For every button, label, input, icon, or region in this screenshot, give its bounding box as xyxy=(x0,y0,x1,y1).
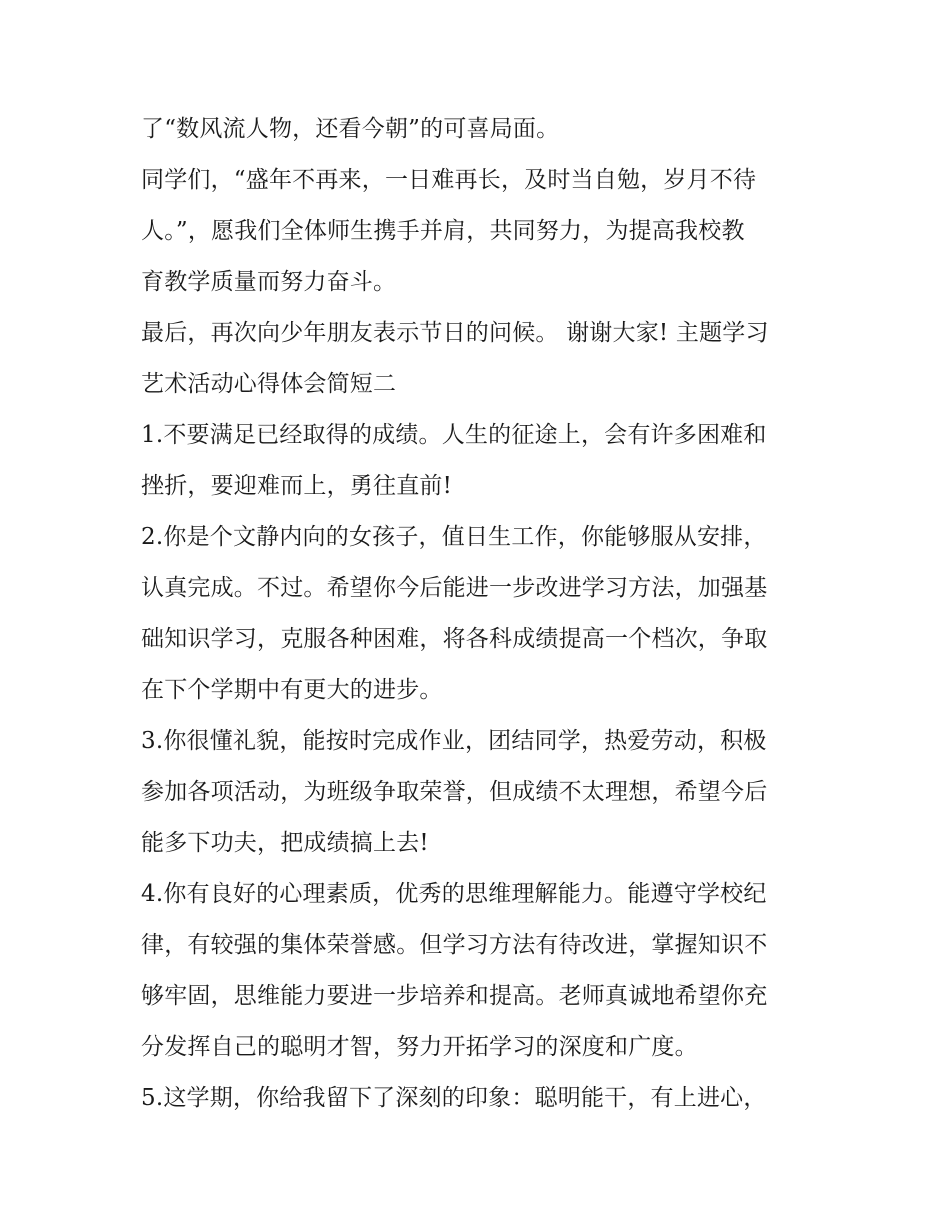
text-line: 5.这学期，你给我留下了深刻的印象：聪明能干，有上进心， xyxy=(141,1085,767,1111)
text-line: 够牢固，思维能力要进一步培养和提高。老师真诚地希望你充 xyxy=(141,983,768,1009)
text-line: 础知识学习，克服各种困难，将各科成绩提高一个档次，争取 xyxy=(141,626,768,652)
text-line: 挫折，要迎难而上，勇往直前! xyxy=(141,473,453,499)
text-line: 育教学质量而努力奋斗。 xyxy=(141,269,397,295)
text-line: 认真完成。不过。希望你今后能进一步改进学习方法，加强基 xyxy=(141,575,768,601)
text-line: 3.你很懂礼貌，能按时完成作业，团结同学，热爱劳动，积极 xyxy=(141,728,767,754)
text-line: 4.你有良好的心理素质，优秀的思维理解能力。能遵守学校纪 xyxy=(141,881,767,907)
document-body xyxy=(141,104,813,1124)
text-line: 参加各项活动，为班级争取荣誉，但成绩不太理想，希望今后 xyxy=(141,779,768,805)
text-line: 能多下功夫，把成绩搞上去! xyxy=(141,830,429,856)
text-line: 律，有较强的集体荣誉感。但学习方法有待改进，掌握知识不 xyxy=(141,932,768,958)
text-line: 了“数风流人物，还看今朝”的可喜局面。 xyxy=(141,116,560,142)
text-line: 在下个学期中有更大的进步。 xyxy=(141,677,443,703)
text-line: 艺术活动心得体会简短二 xyxy=(141,371,397,397)
text-line: 2.你是个文静内向的女孩子，值日生工作，你能够服从安排， xyxy=(141,524,767,550)
text-line: 分发挥自己的聪明才智，努力开拓学习的深度和广度。 xyxy=(141,1034,698,1060)
text-line: 最后，再次向少年朋友表示节日的问候。 谢谢大家! 主题学习 xyxy=(141,320,769,346)
text-line: 同学们，“盛年不再来，一日难再长，及时当自勉，岁月不待 xyxy=(141,167,757,193)
text-line: 1.不要满足已经取得的成绩。人生的征途上，会有许多困难和 xyxy=(141,422,767,448)
text-line: 人。”，愿我们全体师生携手并肩，共同努力，为提高我校教 xyxy=(141,218,745,244)
